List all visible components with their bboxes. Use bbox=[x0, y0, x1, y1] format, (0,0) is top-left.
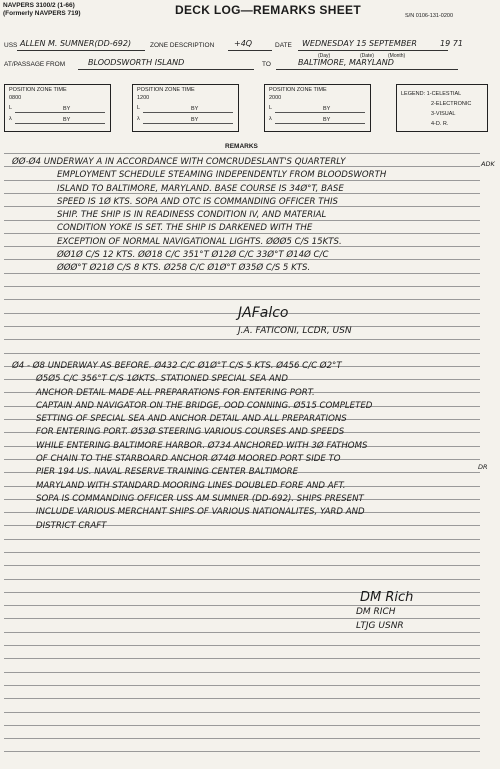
uss-label: USS bbox=[4, 42, 18, 49]
month-sublabel: (Month) bbox=[388, 53, 406, 59]
latitude-label: L bbox=[9, 105, 13, 111]
entry-line: MARYLAND WITH STANDARD MOORING LINES DOUBLED FORE AND AFT. bbox=[36, 480, 346, 491]
latitude-label: L bbox=[269, 105, 273, 111]
legend-item: 3-VISUAL bbox=[431, 111, 456, 117]
position-box-header: POSITION ZONE TIME bbox=[137, 87, 195, 93]
position-box-time: 2000 bbox=[269, 95, 282, 101]
entry-line: WHILE ENTERING BALTIMORE HARBOR. Ø734 ANCHORED WITH 3Ø FATHOMS bbox=[36, 440, 368, 451]
entry-line: ØØ-Ø4 UNDERWAY A IN ACCORDANCE WITH COMCRUDESLANT'S QUARTERLY bbox=[12, 157, 346, 167]
entry-line: ØØØ°T Ø21Ø C/S 8 KTS. Ø258 C/C Ø1Ø°T Ø35Ø C/S 5 KTS. bbox=[57, 263, 311, 274]
page-title: DECK LOG—REMARKS SHEET bbox=[175, 3, 361, 17]
entry-line: DISTRICT CRAFT bbox=[36, 520, 107, 531]
margin-initials: DR bbox=[478, 463, 488, 471]
position-box-2000[interactable] bbox=[264, 84, 371, 132]
serial-number: S/N 0106-131-0200 bbox=[405, 13, 454, 19]
ruled-line bbox=[4, 712, 480, 713]
zone-field-line bbox=[228, 50, 272, 51]
ruled-line bbox=[4, 658, 480, 659]
ruled-line bbox=[4, 605, 480, 606]
to-field[interactable]: BALTIMORE, MARYLAND bbox=[298, 58, 394, 67]
entry-line: INCLUDE VARIOUS MERCHANT SHIPS OF VARIOUS NATIONALITES, YARD AND bbox=[36, 507, 365, 518]
entry-line: EMPLOYMENT SCHEDULE STEAMING INDEPENDENTLY FROM BLOODSWORTH bbox=[57, 170, 387, 181]
entry-line: ANCHOR DETAIL MADE ALL PREPARATIONS FOR ENTERING PORT. bbox=[36, 387, 315, 398]
ruled-line bbox=[4, 565, 480, 566]
longitude-label: λ bbox=[9, 116, 12, 122]
ruled-line bbox=[4, 698, 480, 699]
remarks-header: REMARKS bbox=[225, 143, 258, 150]
ruled-line bbox=[4, 579, 480, 580]
longitude-line bbox=[143, 123, 233, 124]
by-label: BY bbox=[63, 117, 71, 123]
entry-line: SPEED IS 1Ø KTS. SOPA AND OTC IS COMMANDING OFFICER THIS bbox=[57, 196, 338, 207]
longitude-label: λ bbox=[137, 116, 140, 122]
log-entry-00-04 bbox=[12, 156, 480, 276]
by-label: BY bbox=[191, 117, 199, 123]
latitude-line bbox=[143, 112, 233, 113]
position-box-time: 0800 bbox=[9, 95, 22, 101]
by-label: BY bbox=[323, 106, 331, 112]
uss-field[interactable]: ALLEN M. SUMNER(DD-692) bbox=[20, 39, 132, 48]
entry-line: SHIP. THE SHIP IS IN READINESS CONDITION IV, AND MATERIAL bbox=[57, 210, 327, 221]
legend-item: 4-D. R. bbox=[431, 121, 449, 127]
ruled-line bbox=[4, 552, 480, 553]
ruled-line bbox=[4, 738, 480, 739]
legend-item: LEGEND: 1-CELESTIAL bbox=[401, 91, 462, 97]
entry-line: PIER 194 US. NAVAL RESERVE TRAINING CENTER BALTIMORE bbox=[36, 467, 299, 478]
form-identifier bbox=[3, 2, 81, 18]
by-label: BY bbox=[63, 106, 71, 112]
ruled-line bbox=[4, 286, 480, 287]
signatory-rank: LTJG USNR bbox=[356, 621, 404, 631]
form-number: NAVPERS 3100/2 (1-66) bbox=[3, 2, 75, 9]
passage-label: AT/PASSAGE FROM bbox=[4, 61, 66, 68]
ruled-line bbox=[4, 339, 480, 340]
entry-line: EXCEPTION OF NORMAL NAVIGATIONAL LIGHTS. ØØØ5 C/S 15KTS. bbox=[57, 236, 342, 247]
entry-line: OF CHAIN TO THE STARBOARD ANCHOR Ø74Ø MOORED PORT SIDE TO bbox=[36, 454, 341, 465]
ruled-line bbox=[4, 751, 480, 752]
to-label: TO bbox=[262, 61, 271, 68]
by-label: BY bbox=[191, 106, 199, 112]
log-entry-04-08 bbox=[12, 360, 480, 533]
zone-field[interactable]: +4Q bbox=[234, 39, 253, 48]
day-sublabel: (Day) bbox=[318, 53, 331, 59]
longitude-line bbox=[275, 123, 365, 124]
position-box-1200[interactable] bbox=[132, 84, 239, 132]
longitude-line bbox=[15, 123, 105, 124]
ruled-line bbox=[4, 632, 480, 633]
longitude-label: λ bbox=[269, 116, 272, 122]
signature-mark: JAFalco bbox=[238, 305, 289, 321]
by-label: BY bbox=[323, 117, 331, 123]
legend-item: 2-ELECTRONIC bbox=[431, 101, 472, 107]
latitude-line bbox=[15, 112, 105, 113]
margin-initials: ADK bbox=[481, 160, 495, 168]
ruled-line bbox=[4, 539, 480, 540]
date-field[interactable]: WEDNESDAY 15 SEPTEMBER bbox=[302, 39, 417, 48]
former-form-number: (Formerly NAVPERS 719) bbox=[3, 10, 81, 17]
latitude-label: L bbox=[137, 105, 141, 111]
ruled-line bbox=[4, 299, 480, 300]
year-field[interactable]: 19 71 bbox=[440, 39, 463, 48]
ruled-line bbox=[4, 153, 480, 154]
latitude-line bbox=[275, 112, 365, 113]
entry-line: SETTING OF SPECIAL SEA AND ANCHOR DETAIL AND ALL PREPARATIONS bbox=[36, 414, 347, 425]
ruled-line bbox=[4, 645, 480, 646]
position-box-header: POSITION ZONE TIME bbox=[9, 87, 67, 93]
signature-mark: DM Rich bbox=[360, 590, 414, 605]
from-field[interactable]: BLOODSWORTH ISLAND bbox=[88, 58, 185, 67]
entry-line: Ø5Ø5 C/C 356°T C/S 1ØKTS. STATIONED SPECIAL SEA AND bbox=[36, 374, 288, 385]
ruled-line bbox=[4, 725, 480, 726]
entry-line: SOPA IS COMMANDING OFFICER USS AM SUMNER (DD-692). SHIPS PRESENT bbox=[36, 493, 364, 504]
date-label: DATE bbox=[275, 42, 292, 49]
ruled-line bbox=[4, 618, 480, 619]
uss-field-line bbox=[17, 50, 145, 51]
position-box-0800[interactable] bbox=[4, 84, 111, 132]
from-field-line bbox=[78, 69, 254, 70]
signatory-name: DM RICH bbox=[356, 607, 396, 617]
entry-line: ISLAND TO BALTIMORE, MARYLAND. BASE COURSE IS 34Ø°T, BASE bbox=[57, 183, 344, 194]
to-field-line bbox=[276, 69, 458, 70]
ruled-line bbox=[4, 353, 480, 354]
position-box-header: POSITION ZONE TIME bbox=[269, 87, 327, 93]
entry-line: Ø4 - Ø8 UNDERWAY AS BEFORE. Ø432 C/C Ø1Ø°T C/S 5 KTS. Ø456 C/C Ø2°T bbox=[12, 361, 342, 371]
entry-line: ØØ1Ø C/S 12 KTS. ØØ18 C/C 351°T Ø12Ø C/C 33Ø°T Ø14Ø C/C bbox=[57, 250, 329, 261]
signatory-name: J.A. FATICONI, LCDR, USN bbox=[238, 326, 352, 336]
fix-method-legend bbox=[396, 84, 488, 132]
date-field-line bbox=[298, 50, 448, 51]
date-sublabel: (Date) bbox=[360, 53, 374, 59]
ruled-line bbox=[4, 685, 480, 686]
entry-line: CONDITION YOKE IS SET. THE SHIP IS DARKENED WITH THE bbox=[57, 223, 313, 234]
ruled-line bbox=[4, 672, 480, 673]
entry-line: FOR ENTERING PORT. Ø53Ø STEERING VARIOUS COURSES AND SPEEDS bbox=[36, 427, 345, 438]
zone-description-label: ZONE DESCRIPTION bbox=[150, 42, 215, 49]
position-box-time: 1200 bbox=[137, 95, 150, 101]
entry-line: CAPTAIN AND NAVIGATOR ON THE BRIDGE, OOD CONNING. Ø515 COMPLETED bbox=[36, 400, 373, 411]
